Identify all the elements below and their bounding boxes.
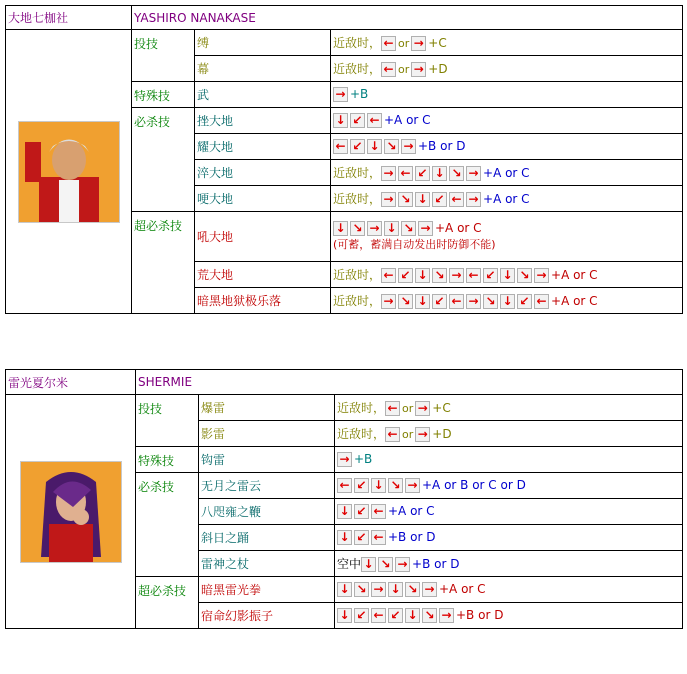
arrow-glyph: ↙ <box>434 294 445 308</box>
category-label: 超必杀技 <box>132 212 195 314</box>
move-name: 耀大地 <box>195 134 331 160</box>
arrow-key-icon <box>466 268 481 283</box>
arrow-glyph: → <box>413 36 424 50</box>
arrow-key-icon <box>388 478 403 493</box>
arrow-glyph: ↙ <box>356 504 367 518</box>
arrow-key-icon <box>411 62 426 77</box>
button-suffix: +A or C <box>483 166 530 180</box>
move-name: 暗黑雷光拳 <box>199 577 335 603</box>
movelist-table-shermie <box>5 369 683 629</box>
header-row <box>6 370 683 395</box>
arrow-key-icon <box>415 294 430 309</box>
arrow-glyph: ↘ <box>400 294 411 308</box>
arrow-glyph: ↘ <box>380 557 391 571</box>
button-suffix: +A or B or C or D <box>422 478 526 492</box>
arrow-glyph: ↓ <box>369 139 380 153</box>
button-suffix: +A or C <box>439 582 486 596</box>
header-row <box>6 6 683 30</box>
button-suffix: +C <box>432 401 451 415</box>
button-suffix: +B or D <box>412 557 460 571</box>
arrow-key-icon <box>371 582 386 597</box>
command-cell <box>331 56 683 82</box>
arrow-glyph: ↙ <box>485 268 496 282</box>
or-label: or <box>398 37 410 50</box>
arrow-key-icon <box>534 268 549 283</box>
arrow-glyph: → <box>407 478 418 492</box>
arrow-key-icon <box>354 582 369 597</box>
arrow-glyph: ↓ <box>417 294 428 308</box>
arrow-glyph: → <box>420 221 431 235</box>
arrow-key-icon <box>367 139 382 154</box>
arrow-key-icon <box>405 608 420 623</box>
arrow-glyph: ↙ <box>519 294 530 308</box>
character-name-en: SHERMIE <box>136 370 683 395</box>
arrow-glyph: ← <box>373 504 384 518</box>
arrow-glyph: ↓ <box>339 504 350 518</box>
arrow-key-icon <box>388 608 403 623</box>
character-name-cn: 雷光夏尔米 <box>6 370 136 395</box>
arrow-key-icon <box>384 221 399 236</box>
arrow-key-icon <box>367 113 382 128</box>
command-prefix: 空中 <box>337 557 362 571</box>
arrow-key-icon <box>517 268 532 283</box>
button-suffix: +A or C <box>388 504 435 518</box>
arrow-glyph: ↘ <box>434 268 445 282</box>
arrow-key-icon <box>500 268 515 283</box>
command-prefix: 近敌时， <box>337 427 386 441</box>
move-name: 钩雷 <box>199 447 335 473</box>
move-name: 雷神之杖 <box>199 551 335 577</box>
arrow-glyph: → <box>383 166 394 180</box>
move-name: 哽大地 <box>195 186 331 212</box>
arrow-key-icon <box>415 192 430 207</box>
arrow-glyph: → <box>369 221 380 235</box>
arrow-glyph: ← <box>387 427 398 441</box>
move-name: 吼大地 <box>195 212 331 262</box>
command-prefix: 近敌时， <box>333 294 382 308</box>
arrow-glyph: ↙ <box>356 478 367 492</box>
category-label: 特殊技 <box>136 447 199 473</box>
move-name: 八咫雍之鞭 <box>199 499 335 525</box>
arrow-glyph: ↓ <box>373 478 384 492</box>
arrow-glyph: ↘ <box>485 294 496 308</box>
button-suffix: +B or D <box>418 139 466 153</box>
arrow-key-icon <box>354 478 369 493</box>
command-cell <box>331 186 683 212</box>
button-suffix: +D <box>432 427 452 441</box>
yashiro-portrait-icon <box>18 121 120 223</box>
arrow-key-icon <box>415 427 430 442</box>
arrow-glyph: ↘ <box>519 268 530 282</box>
command-cell <box>335 473 683 499</box>
move-name: 幕 <box>195 56 331 82</box>
arrow-key-icon <box>405 478 420 493</box>
arrow-glyph: ↓ <box>339 530 350 544</box>
arrow-key-icon <box>371 478 386 493</box>
arrow-glyph: ↓ <box>335 221 346 235</box>
command-cell <box>331 160 683 186</box>
arrow-key-icon <box>398 166 413 181</box>
arrow-glyph: → <box>397 557 408 571</box>
arrow-key-icon <box>415 401 430 416</box>
command-prefix: 近敌时， <box>333 268 382 282</box>
move-name: 斜日之踊 <box>199 525 335 551</box>
or-label: or <box>402 402 414 415</box>
arrow-key-icon <box>381 62 396 77</box>
arrow-key-icon <box>466 192 481 207</box>
arrow-glyph: → <box>417 401 428 415</box>
category-label: 投技 <box>136 395 199 447</box>
arrow-key-icon <box>388 582 403 597</box>
arrow-key-icon <box>384 139 399 154</box>
arrow-key-icon <box>415 166 430 181</box>
command-cell <box>335 551 683 577</box>
arrow-glyph: ↓ <box>363 557 374 571</box>
arrow-key-icon <box>398 268 413 283</box>
arrow-glyph: ↓ <box>502 294 513 308</box>
arrow-key-icon <box>337 530 352 545</box>
button-suffix: +B <box>354 452 373 466</box>
arrow-key-icon <box>418 221 433 236</box>
arrow-key-icon <box>405 582 420 597</box>
arrow-glyph: → <box>373 582 384 596</box>
arrow-glyph: → <box>424 582 435 596</box>
command-prefix: 近敌时， <box>333 62 382 76</box>
arrow-key-icon <box>395 557 410 572</box>
command-cell <box>335 525 683 551</box>
arrow-glyph: ↓ <box>335 113 346 127</box>
arrow-glyph: ↙ <box>417 166 428 180</box>
arrow-key-icon <box>422 582 437 597</box>
arrow-glyph: ↓ <box>502 268 513 282</box>
category-label: 必杀技 <box>132 108 195 212</box>
arrow-glyph: → <box>468 166 479 180</box>
arrow-key-icon <box>401 139 416 154</box>
arrow-glyph: ← <box>536 294 547 308</box>
arrow-glyph: ↘ <box>356 582 367 596</box>
arrow-key-icon <box>371 608 386 623</box>
arrow-glyph: ↓ <box>339 582 350 596</box>
command-prefix: 近敌时， <box>333 36 382 50</box>
arrow-key-icon <box>350 139 365 154</box>
arrow-key-icon <box>367 221 382 236</box>
arrow-key-icon <box>422 608 437 623</box>
arrow-glyph: → <box>383 294 394 308</box>
arrow-key-icon <box>381 192 396 207</box>
arrow-key-icon <box>371 530 386 545</box>
arrow-key-icon <box>350 113 365 128</box>
arrow-key-icon <box>381 166 396 181</box>
arrow-glyph: ↘ <box>390 478 401 492</box>
button-suffix: +B or D <box>456 608 504 622</box>
arrow-key-icon <box>432 192 447 207</box>
arrow-key-icon <box>411 36 426 51</box>
arrow-glyph: ↓ <box>434 166 445 180</box>
arrow-glyph: ↘ <box>400 192 411 206</box>
arrow-glyph: ↘ <box>424 608 435 622</box>
move-name: 荒大地 <box>195 262 331 288</box>
arrow-key-icon <box>483 268 498 283</box>
arrow-glyph: ↙ <box>352 139 363 153</box>
arrow-key-icon <box>385 401 400 416</box>
arrow-glyph: ← <box>369 113 380 127</box>
arrow-glyph: ← <box>339 478 350 492</box>
arrow-key-icon <box>333 87 348 102</box>
arrow-glyph: ← <box>451 294 462 308</box>
move-name: 武 <box>195 82 331 108</box>
button-suffix: +B or D <box>388 530 436 544</box>
arrow-glyph: → <box>403 139 414 153</box>
arrow-key-icon <box>371 504 386 519</box>
button-suffix: +A or C <box>551 294 598 308</box>
arrow-glyph: → <box>413 62 424 76</box>
arrow-key-icon <box>449 294 464 309</box>
arrow-glyph: ↓ <box>417 192 428 206</box>
move-note: (可蓄，蓄满自动发出时防御不能) <box>333 238 496 251</box>
arrow-key-icon <box>333 113 348 128</box>
command-cell <box>335 395 683 421</box>
arrow-key-icon <box>432 268 447 283</box>
arrow-glyph: ↘ <box>403 221 414 235</box>
arrow-key-icon <box>398 192 413 207</box>
arrow-key-icon <box>517 294 532 309</box>
command-cell <box>331 212 683 262</box>
category-label: 投技 <box>132 30 195 82</box>
arrow-glyph: ← <box>383 36 394 50</box>
arrow-key-icon <box>466 166 481 181</box>
command-cell <box>335 421 683 447</box>
move-name: 淬大地 <box>195 160 331 186</box>
button-suffix: +A or C <box>551 268 598 282</box>
command-prefix: 近敌时， <box>333 192 382 206</box>
button-suffix: +D <box>428 62 448 76</box>
move-row <box>6 30 683 56</box>
arrow-glyph: ↓ <box>386 221 397 235</box>
arrow-glyph: ↘ <box>451 166 462 180</box>
arrow-glyph: ← <box>387 401 398 415</box>
arrow-key-icon <box>439 608 454 623</box>
arrow-key-icon <box>337 452 352 467</box>
arrow-key-icon <box>337 478 352 493</box>
arrow-key-icon <box>337 504 352 519</box>
arrow-key-icon <box>378 557 393 572</box>
move-name: 挫大地 <box>195 108 331 134</box>
arrow-glyph: → <box>383 192 394 206</box>
arrow-glyph: ↙ <box>356 530 367 544</box>
arrow-key-icon <box>381 294 396 309</box>
arrow-glyph: ↓ <box>339 608 350 622</box>
movelist-table-yashiro <box>5 5 683 314</box>
arrow-key-icon <box>381 36 396 51</box>
arrow-glyph: → <box>468 192 479 206</box>
move-name: 无月之雷云 <box>199 473 335 499</box>
arrow-glyph: ← <box>335 139 346 153</box>
command-cell <box>335 577 683 603</box>
arrow-key-icon <box>432 294 447 309</box>
move-name: 影雷 <box>199 421 335 447</box>
arrow-glyph: ↘ <box>386 139 397 153</box>
arrow-key-icon <box>337 608 352 623</box>
portrait-cell <box>6 30 132 314</box>
button-suffix: +C <box>428 36 447 50</box>
arrow-key-icon <box>449 166 464 181</box>
command-cell <box>331 108 683 134</box>
arrow-glyph: → <box>335 87 346 101</box>
button-suffix: +A or C <box>384 113 431 127</box>
character-name-cn: 大地七枷社 <box>6 6 132 30</box>
arrow-key-icon <box>337 582 352 597</box>
arrow-glyph: ↓ <box>417 268 428 282</box>
shermie-portrait-icon <box>20 461 122 563</box>
arrow-glyph: ↓ <box>390 582 401 596</box>
arrow-glyph: ↙ <box>356 608 367 622</box>
button-suffix: +B <box>350 87 369 101</box>
category-label: 超必杀技 <box>136 577 199 629</box>
arrow-key-icon <box>350 221 365 236</box>
move-row <box>6 395 683 421</box>
arrow-glyph: → <box>417 427 428 441</box>
button-suffix: +A or C <box>435 221 482 235</box>
arrow-glyph: ↙ <box>352 113 363 127</box>
arrow-glyph: ← <box>468 268 479 282</box>
button-suffix: +A or C <box>483 192 530 206</box>
arrow-glyph: ↙ <box>434 192 445 206</box>
arrow-key-icon <box>483 294 498 309</box>
command-cell <box>335 603 683 629</box>
move-name: 缚 <box>195 30 331 56</box>
arrow-key-icon <box>385 427 400 442</box>
arrow-glyph: ↙ <box>400 268 411 282</box>
arrow-key-icon <box>466 294 481 309</box>
or-label: or <box>398 63 410 76</box>
command-cell <box>335 499 683 525</box>
arrow-key-icon <box>500 294 515 309</box>
arrow-glyph: ← <box>383 268 394 282</box>
portrait-cell <box>6 395 136 629</box>
arrow-key-icon <box>415 268 430 283</box>
command-prefix: 近敌时， <box>333 166 382 180</box>
arrow-key-icon <box>354 530 369 545</box>
or-label: or <box>402 428 414 441</box>
arrow-key-icon <box>381 268 396 283</box>
arrow-glyph: ↙ <box>390 608 401 622</box>
arrow-key-icon <box>401 221 416 236</box>
arrow-key-icon <box>333 221 348 236</box>
arrow-glyph: → <box>451 268 462 282</box>
arrow-glyph: ↓ <box>407 608 418 622</box>
arrow-key-icon <box>534 294 549 309</box>
command-cell <box>331 30 683 56</box>
move-name: 暗黑地狱极乐落 <box>195 288 331 314</box>
command-prefix: 近敌时， <box>337 401 386 415</box>
category-label: 特殊技 <box>132 82 195 108</box>
arrow-glyph: ← <box>400 166 411 180</box>
command-cell <box>335 447 683 473</box>
arrow-glyph: → <box>536 268 547 282</box>
arrow-key-icon <box>449 268 464 283</box>
arrow-glyph: ← <box>373 608 384 622</box>
arrow-key-icon <box>354 608 369 623</box>
arrow-key-icon <box>398 294 413 309</box>
arrow-glyph: ← <box>373 530 384 544</box>
move-name: 宿命幻影振子 <box>199 603 335 629</box>
arrow-key-icon <box>361 557 376 572</box>
arrow-key-icon <box>449 192 464 207</box>
arrow-glyph: ↘ <box>352 221 363 235</box>
arrow-key-icon <box>432 166 447 181</box>
arrow-glyph: → <box>441 608 452 622</box>
move-name: 爆雷 <box>199 395 335 421</box>
arrow-glyph: ← <box>451 192 462 206</box>
command-cell <box>331 288 683 314</box>
command-cell <box>331 262 683 288</box>
character-name-en: YASHIRO NANAKASE <box>132 6 683 30</box>
arrow-glyph: ← <box>383 62 394 76</box>
command-cell <box>331 82 683 108</box>
arrow-key-icon <box>333 139 348 154</box>
command-cell <box>331 134 683 160</box>
arrow-glyph: → <box>468 294 479 308</box>
arrow-glyph: ↘ <box>407 582 418 596</box>
arrow-glyph: → <box>339 452 350 466</box>
category-label: 必杀技 <box>136 473 199 577</box>
arrow-key-icon <box>354 504 369 519</box>
